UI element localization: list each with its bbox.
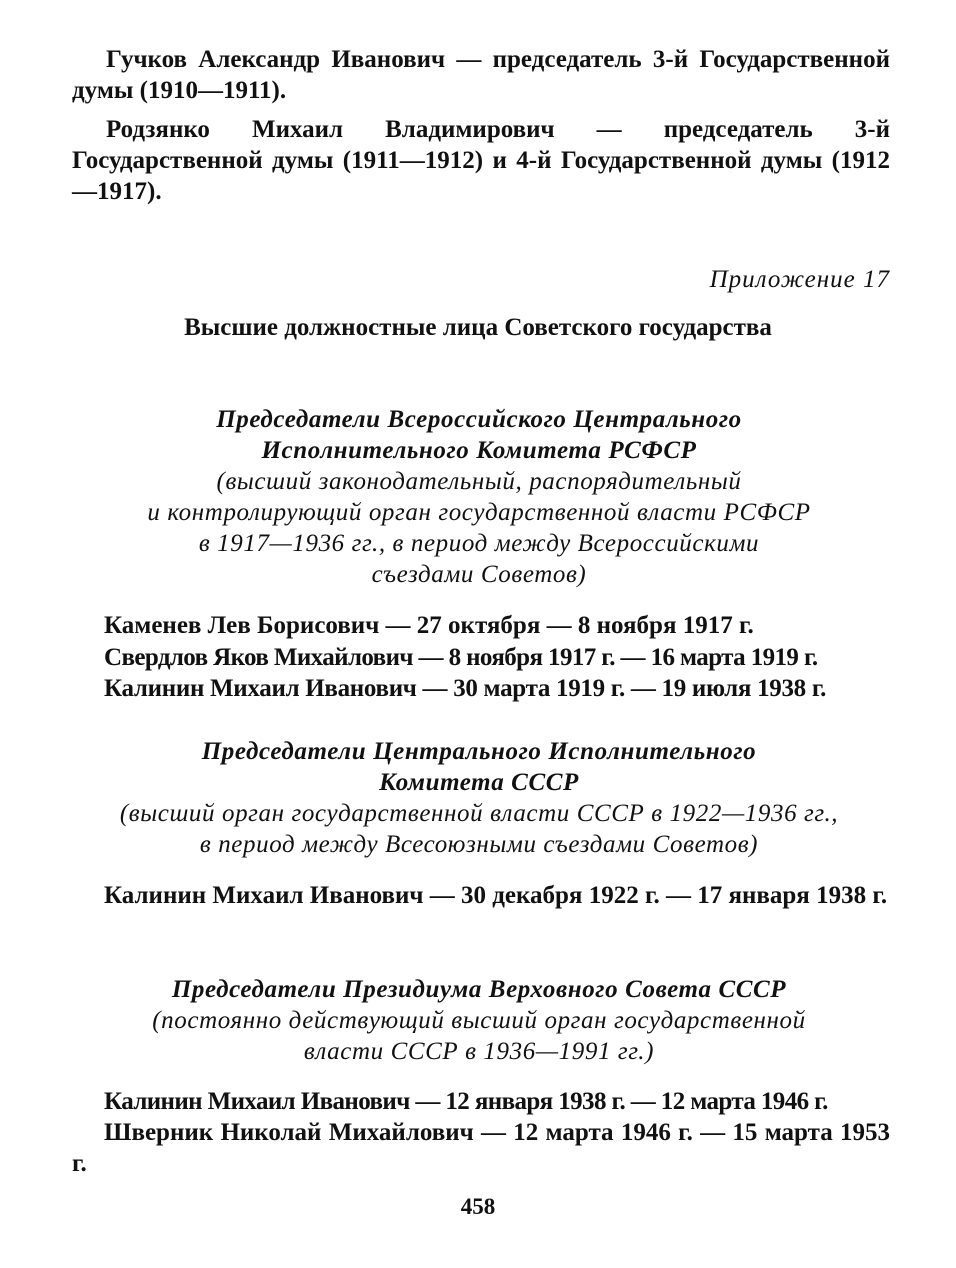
section-1-entry-sverdlov: Свердлов Яков Михайлович — 8 ноября 1917 г. — 16 марта 1919 г.	[104, 644, 818, 671]
section-2-note	[60, 798, 898, 860]
section-1-note-line: (высший законодательный, распорядительный	[216, 468, 742, 495]
section-3-heading-line: Председатели Президиума Верховного Совета СССР	[171, 976, 787, 1003]
section-3-entry-shvernik: Шверник Николай Михайлович — 12 марта 1946 г. — 15 марта 1953 г.	[72, 1119, 890, 1177]
appendix-label: Приложение 17	[709, 266, 890, 293]
section-3-heading	[60, 974, 898, 1005]
section-3-note-line: власти СССР в 1936—1991 гг.)	[303, 1038, 655, 1065]
section-3-note-line: (постоянно действующий высший орган государственной	[152, 1007, 806, 1034]
section-1-heading-line: Исполнительного Комитета РСФСР	[261, 437, 697, 464]
section-1-heading	[60, 404, 898, 466]
section-1-note-line: съездами Советов)	[371, 561, 587, 588]
section-3-note	[60, 1005, 898, 1067]
section-2-note-line: в период между Всесоюзными съездами Советов)	[199, 831, 759, 858]
section-2-entry-kalinin: Калинин Михаил Иванович — 30 декабря 1922 г. — 17 января 1938 г.	[104, 882, 888, 909]
section-3-entry-kalinin: Калинин Михаил Иванович — 12 января 1938 г. — 12 марта 1946 г.	[104, 1088, 828, 1115]
section-1-note-line: и контролирующий орган государственной власти РСФСР	[147, 499, 811, 526]
section-1-entry-kamenev: Каменев Лев Борисович — 27 октября — 8 ноября 1917 г.	[104, 612, 754, 639]
intro-paragraph-guchkov: Гучков Александр Иванович — председатель 3-й Государственной думы (1910—1911).	[72, 46, 890, 104]
section-1-note	[60, 466, 898, 590]
intro-paragraph-rodzyanko: Родзянко Михаил Владимирович — председатель 3-й Государственной думы (1911—1912) и 4-й Государственной думы (1912—1917).	[72, 116, 890, 205]
section-1-entry-kalinin: Калинин Михаил Иванович — 30 марта 1919 г. — 19 июля 1938 г.	[104, 675, 827, 702]
section-1-note-line: в 1917—1936 гг., в период между Всероссийскими	[198, 530, 760, 557]
page-title: Высшие должностные лица Советского государства	[184, 314, 772, 341]
section-1-heading-line: Председатели Всероссийского Центрального	[216, 406, 742, 433]
page-number: 458	[460, 1194, 496, 1219]
section-2-heading	[60, 736, 898, 798]
section-2-heading-line: Комитета СССР	[379, 769, 579, 796]
section-2-note-line: (высший орган государственной власти СССР в 1922—1936 гг.,	[119, 800, 839, 827]
section-2-heading-line: Председатели Центрального Исполнительного	[201, 738, 757, 765]
